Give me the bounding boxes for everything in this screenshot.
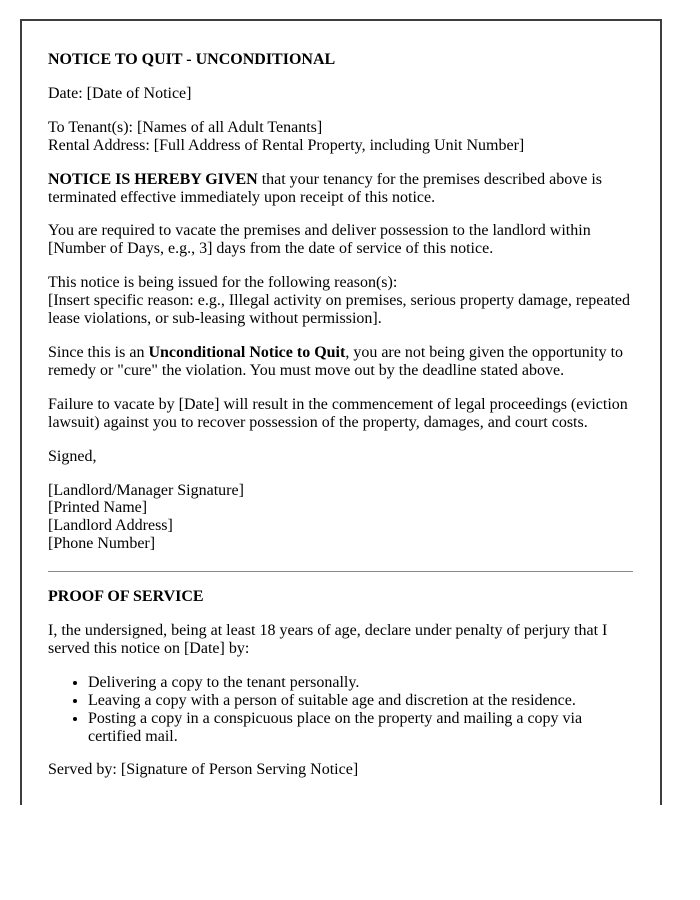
since-post: , you are not being given the opportunity to remedy or "cure" the violation. You must move out by the deadline stated above. (48, 343, 624, 379)
document-title: NOTICE TO QUIT - UNCONDITIONAL (48, 51, 336, 68)
service-methods-list (48, 674, 633, 746)
date-line: Date: [Date of Notice] (48, 84, 192, 102)
addressee-block (48, 119, 633, 155)
section-divider (48, 571, 633, 572)
since-bold: Unconditional Notice to Quit (148, 343, 346, 361)
reason-intro: This notice is being issued for the following reason(s): (48, 274, 398, 292)
served-by-line: Served by: [Signature of Person Serving Notice] (48, 761, 359, 779)
signature-line: [Phone Number] (48, 535, 156, 553)
signature-block (48, 482, 633, 554)
reason-paragraph (48, 274, 633, 328)
proof-intro-paragraph: I, the undersigned, being at least 18 years of age, declare under penalty of perjury that I served this notice on [Date] by: (48, 622, 608, 657)
rental-address-line: Rental Address: [Full Address of Rental Property, including Unit Number] (48, 136, 525, 154)
unconditional-paragraph (48, 344, 633, 380)
notice-document-page (20, 19, 662, 805)
since-pre: Since this is an (48, 343, 149, 361)
notice-given-rest: that your tenancy for the premises described above is terminated effective immediately upon receipt of this notice. (48, 170, 603, 206)
failure-paragraph: Failure to vacate by [Date] will result in the commencement of legal proceedings (eviction lawsuit) against you to recover possession of the property, damages, and court costs. (48, 395, 628, 431)
list-item: • Posting a copy in a conspicuous place on the property and mailing a copy via certified mail. (88, 710, 633, 746)
proof-of-service-heading: PROOF OF SERVICE (48, 588, 204, 606)
list-item: • Leaving a copy with a person of suitable age and discretion at the residence. (88, 692, 633, 710)
notice-given-bold: NOTICE IS HEREBY GIVEN (48, 170, 258, 188)
signature-line: [Landlord/Manager Signature] (48, 481, 244, 499)
signed-line: Signed, (48, 447, 97, 465)
notice-given-paragraph (48, 171, 633, 207)
signature-line: [Landlord Address] (48, 517, 173, 535)
vacate-paragraph: You are required to vacate the premises and deliver possession to the landlord within [Number of Days, e.g., 3] days from the date of service of this notice. (48, 222, 591, 258)
tenant-line: To Tenant(s): [Names of all Adult Tenants] (48, 118, 323, 136)
signature-line: [Printed Name] (48, 499, 148, 517)
list-item: • Delivering a copy to the tenant personally. (88, 674, 633, 692)
reason-detail: [Insert specific reason: e.g., Illegal activity on premises, serious property damage, repeated lease violations, or sub-leasing without permission]. (48, 292, 630, 328)
